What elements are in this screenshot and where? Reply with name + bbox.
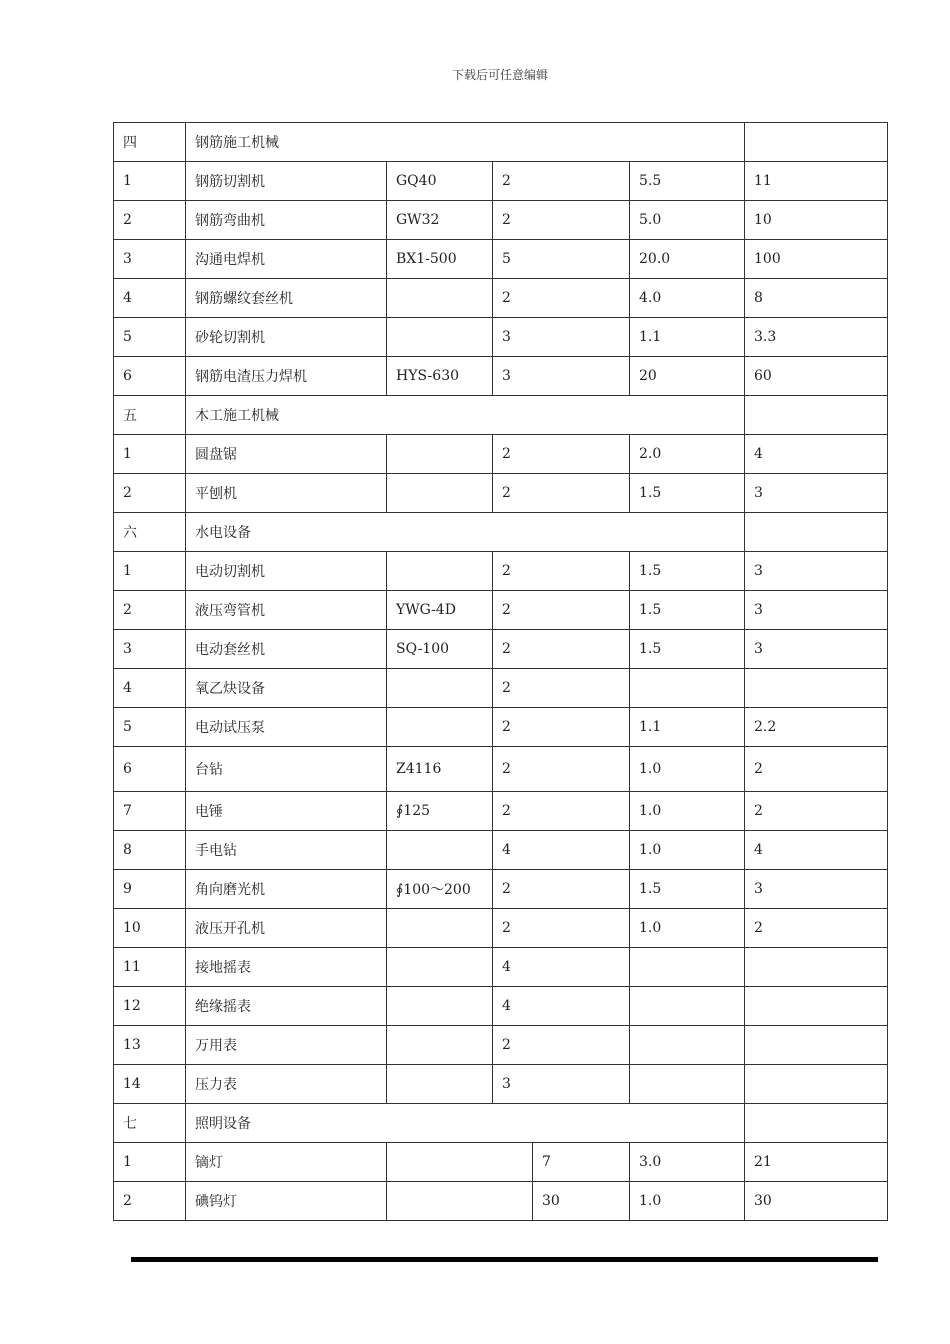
section-number-cell: 五	[114, 396, 186, 435]
table-row	[114, 909, 888, 948]
total-power-cell: 4	[745, 831, 888, 870]
model-cell: ∮100～200	[387, 870, 493, 909]
power-cell: 1.5	[630, 630, 745, 669]
power-cell: 1.0	[630, 909, 745, 948]
power-cell: 2.0	[630, 435, 745, 474]
quantity-cell: 2	[493, 870, 630, 909]
table-row	[114, 948, 888, 987]
row-number-cell: 2	[114, 1182, 186, 1221]
power-cell	[630, 1026, 745, 1065]
page-header-note: 下载后可任意编辑	[451, 68, 548, 82]
table-row	[114, 1182, 888, 1221]
model-cell	[387, 909, 493, 948]
model-cell	[387, 1143, 533, 1182]
table-row	[114, 279, 888, 318]
table-row	[114, 747, 888, 792]
quantity-cell: 2	[493, 747, 630, 792]
equipment-name-cell: 氧乙炔设备	[186, 669, 387, 708]
row-number-cell: 14	[114, 1065, 186, 1104]
model-cell	[387, 1182, 533, 1221]
power-cell: 1.0	[630, 831, 745, 870]
total-power-cell: 30	[745, 1182, 888, 1221]
model-cell	[387, 669, 493, 708]
section-number-cell: 六	[114, 513, 186, 552]
table-row	[114, 591, 888, 630]
section-title-cell: 钢筋施工机械	[186, 123, 745, 162]
equipment-name-cell: 液压开孔机	[186, 909, 387, 948]
total-power-cell: 3	[745, 630, 888, 669]
equipment-name-cell: 电动试压泵	[186, 708, 387, 747]
quantity-cell: 2	[493, 474, 630, 513]
equipment-name-cell: 沟通电焊机	[186, 240, 387, 279]
quantity-cell: 3	[493, 318, 630, 357]
equipment-name-cell: 电锤	[186, 792, 387, 831]
power-cell: 5.0	[630, 201, 745, 240]
power-cell: 1.5	[630, 591, 745, 630]
footer-rule	[131, 1257, 878, 1262]
model-cell	[387, 474, 493, 513]
table-row	[114, 831, 888, 870]
row-number-cell: 13	[114, 1026, 186, 1065]
model-cell	[387, 987, 493, 1026]
model-cell: Z4116	[387, 747, 493, 792]
total-power-cell	[745, 948, 888, 987]
table-row	[114, 1065, 888, 1104]
power-cell: 20.0	[630, 240, 745, 279]
table-section-row	[114, 1104, 888, 1143]
row-number-cell: 12	[114, 987, 186, 1026]
table-section-row	[114, 513, 888, 552]
model-cell	[387, 831, 493, 870]
row-number-cell: 5	[114, 708, 186, 747]
table-row	[114, 669, 888, 708]
total-power-cell	[745, 1026, 888, 1065]
equipment-name-cell: 镝灯	[186, 1143, 387, 1182]
section-title-cell: 木工施工机械	[186, 396, 745, 435]
section-number-cell: 七	[114, 1104, 186, 1143]
section-total-cell	[745, 123, 888, 162]
row-number-cell: 1	[114, 435, 186, 474]
row-number-cell: 1	[114, 1143, 186, 1182]
total-power-cell: 11	[745, 162, 888, 201]
total-power-cell: 2.2	[745, 708, 888, 747]
power-cell: 1.5	[630, 870, 745, 909]
power-cell	[630, 987, 745, 1026]
table-section-row	[114, 396, 888, 435]
equipment-name-cell: 电动切割机	[186, 552, 387, 591]
table-row	[114, 1143, 888, 1182]
table-row	[114, 474, 888, 513]
quantity-cell: 2	[493, 279, 630, 318]
row-number-cell: 7	[114, 792, 186, 831]
table-section-row	[114, 123, 888, 162]
power-cell: 1.0	[630, 747, 745, 792]
quantity-cell: 3	[493, 1065, 630, 1104]
model-cell	[387, 435, 493, 474]
table-row	[114, 870, 888, 909]
equipment-name-cell: 砂轮切割机	[186, 318, 387, 357]
quantity-cell: 4	[493, 948, 630, 987]
equipment-name-cell: 接地摇表	[186, 948, 387, 987]
row-number-cell: 6	[114, 747, 186, 792]
equipment-name-cell: 平刨机	[186, 474, 387, 513]
table-row	[114, 162, 888, 201]
power-cell: 1.1	[630, 708, 745, 747]
row-number-cell: 9	[114, 870, 186, 909]
equipment-name-cell: 碘钨灯	[186, 1182, 387, 1221]
section-total-cell	[745, 396, 888, 435]
equipment-name-cell: 绝缘摇表	[186, 987, 387, 1026]
total-power-cell: 8	[745, 279, 888, 318]
row-number-cell: 3	[114, 240, 186, 279]
quantity-cell: 2	[493, 591, 630, 630]
equipment-name-cell: 钢筋螺纹套丝机	[186, 279, 387, 318]
power-cell: 4.0	[630, 279, 745, 318]
model-cell	[387, 318, 493, 357]
model-cell: ∮125	[387, 792, 493, 831]
row-number-cell: 3	[114, 630, 186, 669]
power-cell: 1.0	[630, 792, 745, 831]
table-row	[114, 357, 888, 396]
quantity-cell: 2	[493, 552, 630, 591]
total-power-cell: 60	[745, 357, 888, 396]
power-cell	[630, 948, 745, 987]
section-total-cell	[745, 1104, 888, 1143]
equipment-name-cell: 钢筋电渣压力焊机	[186, 357, 387, 396]
model-cell: HYS-630	[387, 357, 493, 396]
model-cell	[387, 708, 493, 747]
equipment-name-cell: 钢筋弯曲机	[186, 201, 387, 240]
total-power-cell	[745, 669, 888, 708]
power-cell: 5.5	[630, 162, 745, 201]
quantity-cell: 2	[493, 630, 630, 669]
power-cell: 1.5	[630, 552, 745, 591]
table-row	[114, 708, 888, 747]
quantity-cell: 2	[493, 201, 630, 240]
total-power-cell: 10	[745, 201, 888, 240]
model-cell: GQ40	[387, 162, 493, 201]
total-power-cell: 2	[745, 792, 888, 831]
table-row	[114, 1026, 888, 1065]
row-number-cell: 1	[114, 162, 186, 201]
equipment-table	[113, 122, 888, 1221]
equipment-name-cell: 圆盘锯	[186, 435, 387, 474]
row-number-cell: 8	[114, 831, 186, 870]
row-number-cell: 10	[114, 909, 186, 948]
total-power-cell: 2	[745, 909, 888, 948]
row-number-cell: 1	[114, 552, 186, 591]
power-cell	[630, 669, 745, 708]
table-row	[114, 240, 888, 279]
equipment-name-cell: 万用表	[186, 1026, 387, 1065]
equipment-name-cell: 角向磨光机	[186, 870, 387, 909]
quantity-cell: 2	[493, 792, 630, 831]
row-number-cell: 2	[114, 201, 186, 240]
table-row	[114, 435, 888, 474]
total-power-cell: 3	[745, 870, 888, 909]
power-cell: 20	[630, 357, 745, 396]
section-total-cell	[745, 513, 888, 552]
quantity-cell: 2	[493, 909, 630, 948]
model-cell: BX1-500	[387, 240, 493, 279]
quantity-cell: 5	[493, 240, 630, 279]
total-power-cell: 21	[745, 1143, 888, 1182]
equipment-name-cell: 电动套丝机	[186, 630, 387, 669]
model-cell	[387, 552, 493, 591]
model-cell: SQ-100	[387, 630, 493, 669]
quantity-cell: 2	[493, 669, 630, 708]
section-title-cell: 照明设备	[186, 1104, 745, 1143]
total-power-cell	[745, 1065, 888, 1104]
model-cell: YWG-4D	[387, 591, 493, 630]
table-row	[114, 987, 888, 1026]
section-number-cell: 四	[114, 123, 186, 162]
table-row	[114, 552, 888, 591]
quantity-cell: 7	[533, 1143, 630, 1182]
quantity-cell: 2	[493, 435, 630, 474]
row-number-cell: 5	[114, 318, 186, 357]
power-cell: 1.1	[630, 318, 745, 357]
row-number-cell: 4	[114, 669, 186, 708]
total-power-cell: 4	[745, 435, 888, 474]
power-cell	[630, 1065, 745, 1104]
total-power-cell: 3	[745, 552, 888, 591]
total-power-cell: 2	[745, 747, 888, 792]
total-power-cell	[745, 987, 888, 1026]
model-cell	[387, 1026, 493, 1065]
quantity-cell: 4	[493, 987, 630, 1026]
model-cell	[387, 948, 493, 987]
table-row	[114, 201, 888, 240]
quantity-cell: 4	[493, 831, 630, 870]
equipment-name-cell: 液压弯管机	[186, 591, 387, 630]
table-row	[114, 318, 888, 357]
model-cell	[387, 279, 493, 318]
equipment-name-cell: 台钻	[186, 747, 387, 792]
quantity-cell: 2	[493, 162, 630, 201]
quantity-cell: 3	[493, 357, 630, 396]
row-number-cell: 2	[114, 591, 186, 630]
table-row	[114, 792, 888, 831]
power-cell: 1.0	[630, 1182, 745, 1221]
quantity-cell: 2	[493, 1026, 630, 1065]
power-cell: 1.5	[630, 474, 745, 513]
equipment-name-cell: 手电钻	[186, 831, 387, 870]
quantity-cell: 2	[493, 708, 630, 747]
equipment-name-cell: 压力表	[186, 1065, 387, 1104]
total-power-cell: 3	[745, 474, 888, 513]
row-number-cell: 6	[114, 357, 186, 396]
power-cell: 3.0	[630, 1143, 745, 1182]
model-cell	[387, 1065, 493, 1104]
section-title-cell: 水电设备	[186, 513, 745, 552]
row-number-cell: 11	[114, 948, 186, 987]
row-number-cell: 4	[114, 279, 186, 318]
quantity-cell: 30	[533, 1182, 630, 1221]
table-row	[114, 630, 888, 669]
row-number-cell: 2	[114, 474, 186, 513]
total-power-cell: 3	[745, 591, 888, 630]
total-power-cell: 3.3	[745, 318, 888, 357]
equipment-name-cell: 钢筋切割机	[186, 162, 387, 201]
total-power-cell: 100	[745, 240, 888, 279]
model-cell: GW32	[387, 201, 493, 240]
